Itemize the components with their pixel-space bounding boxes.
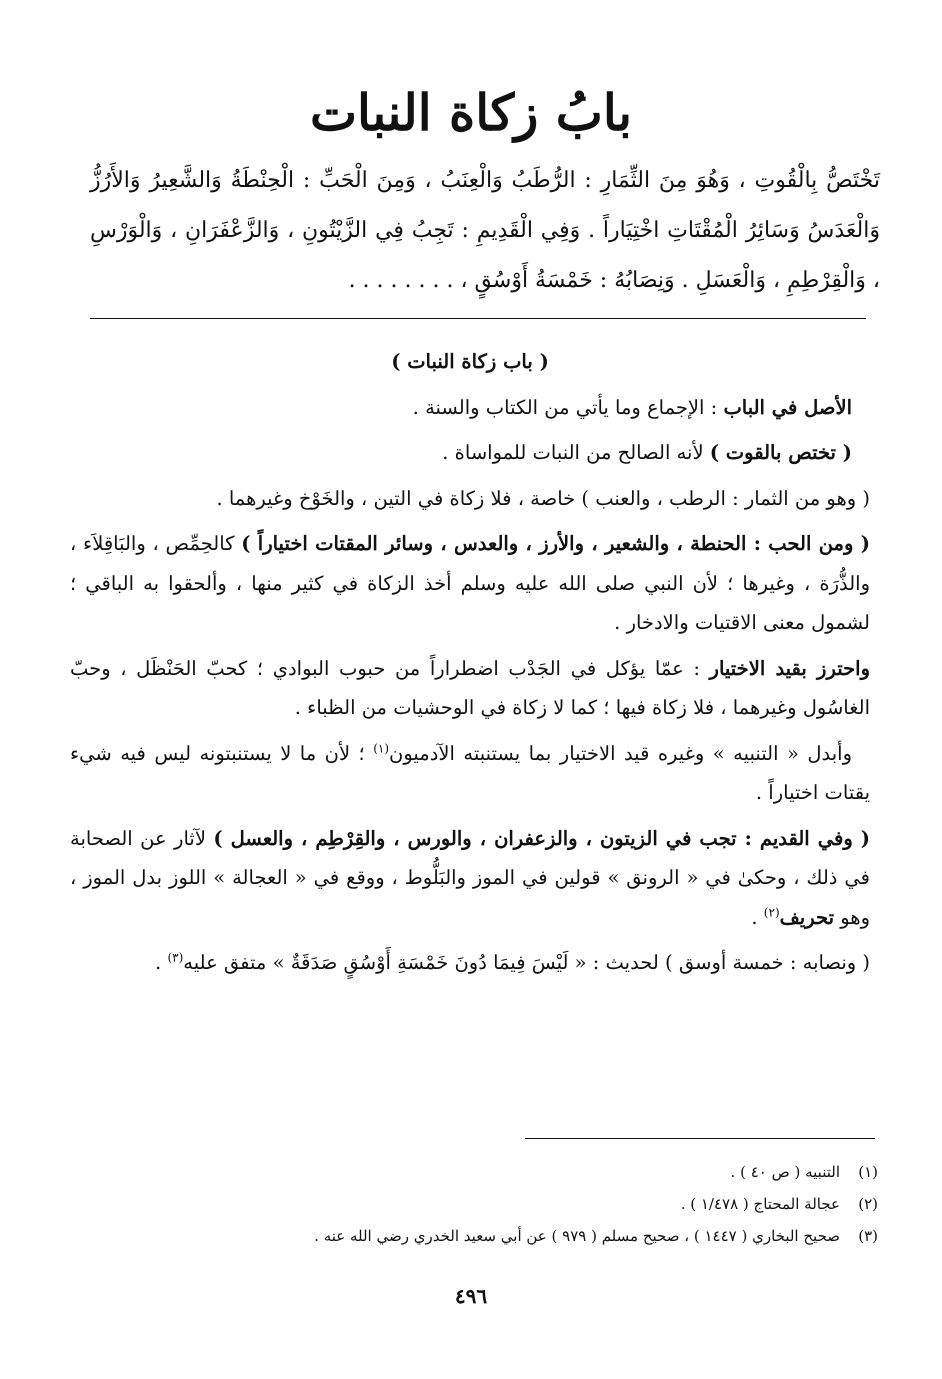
footnote-separator [525,1138,875,1139]
paragraph [70,734,870,813]
footnote-number: (٢) [858,1195,878,1213]
paragraph-text: ( وهو من الثمار : الرطب ، والعنب ) خاصة ، فلا زكاة في التين ، والخَوْخ وغيرهما . [216,486,870,510]
paragraph [70,524,870,643]
paragraph-text: كالحِمِّص ، والبَاقِلاَء ، والذُّرَة ، وغيرها ؛ لأن النبي صلى الله عليه وسلم أخذ الزكاة في كثير منها ، وألحقوا به الباقي ؛ لشمول معنى الاقتيات والادخار . [70,532,870,634]
paragraph-text: : عمّا يؤكل في الجَدْب اضطراراً من حبوب البوادي ؛ كحبّ الحَنْظَل ، وحبّ الغاسُول وغيرهما ، فلا زكاة فيها ؛ كما لا زكاة في الوحشيات من الظباء . [70,656,870,719]
main-text: تَخْتَصُّ بِالْقُوتِ ، وَهُوَ مِنَ الثِّمَارِ : الرُّطَبُ وَالْعِنَبُ ، وَمِنَ الْحَبِّ : الْحِنْطَةُ وَالشَّعِيرُ وَالأَرُزُّ وَالْعَدَسُ وَسَائِرُ الْمُقْتَاتِ اخْتِيَاراً . وَفِي الْقَدِيمِ : تَجِبُ فِي الزَّيْتُونِ ، وَالزَّعْفَرَانِ ، وَالْوَرْسِ ، وَالْقِرْطِمِ ، وَالْعَسَلِ . وَنِصَابُهُ : خَمْسَةُ أَوْسُقٍ ، . . . . . . . . [90,168,880,293]
paragraph-text: . [751,905,764,929]
bold-phrase: ( ومن الحب : الحنطة ، والشعير ، والأرز ، والعدس ، وسائر المقتات اختياراً ) [241,532,870,555]
footnote-ref[interactable]: (٣) [167,950,184,965]
paragraph-text: ؛ لأن ما لا يستنبتونه ليس فيه شيء يقتات اختياراً . [70,741,870,804]
bold-phrase: الأصل في الباب [723,395,852,419]
footnote-ref[interactable]: (١) [373,741,390,755]
footnote-number: (١) [858,1163,878,1181]
paragraph-text: لآثار عن الصحابة في ذلك ، وحكىٰ في « الرونق » قولين في الموز والبَلُّوط ، ووقع في « العجالة » اللوز بدل الموز ، وهو [70,826,870,929]
commentary [70,342,870,989]
paragraph [70,479,870,519]
bold-phrase: تحريف [779,905,835,929]
footnote-ref[interactable]: (٢) [763,905,780,919]
footnote-text: صحيح البخاري ( ١٤٤٧ ) ، صحيح مسلم ( ٩٧٩ ) عن أبي سعيد الخدري رضي الله عنه . [314,1227,840,1245]
paragraph-text: وأبدل « التنبيه » وغيره قيد الاختيار بما يستنبته الآدميون [389,741,852,765]
paragraph-text: . [155,951,168,974]
paragraph [70,433,870,473]
footnotes [120,1156,878,1252]
paragraph-text: ( ونصابه : خمسة أوسق ) لحديث : « لَيْسَ فِيمَا دُونَ خَمْسَةِ أَوْسُقٍ صَدَقَةٌ » متفق عليه [183,951,870,974]
bold-phrase: ( تختص بالقوت ) [709,441,852,464]
footnote [120,1220,878,1252]
footnote-text: التنبيه ( ص ٤٠ ) . [730,1163,840,1181]
paragraph-text: : الإجماع وما يأتي من الكتاب والسنة . [412,395,724,419]
footnote-text: عجالة المحتاج ( ١/٤٧٨ ) . [680,1195,840,1213]
footnote [120,1188,878,1220]
paragraph [70,819,870,938]
footnote [120,1156,878,1188]
bold-phrase: واحترز بقيد الاختيار [709,656,870,680]
paragraph [70,943,870,983]
footnote-number: (٣) [858,1227,878,1245]
bold-phrase: ( وفي القديم : تجب في الزيتون ، والزعفران ، والورس ، والقِرْطِم ، والعسل ) [213,826,870,850]
separator-line [90,318,866,319]
page-number: ٤٩٦ [454,1284,488,1308]
commentary-heading: ( باب زكاة النبات ) [391,350,549,373]
paragraph [70,649,870,728]
paragraph-text: لأنه الصالح من النبات للمواساة . [442,441,710,464]
chapter-title: بابُ زكاة النبات [309,83,633,142]
paragraph [70,388,870,428]
